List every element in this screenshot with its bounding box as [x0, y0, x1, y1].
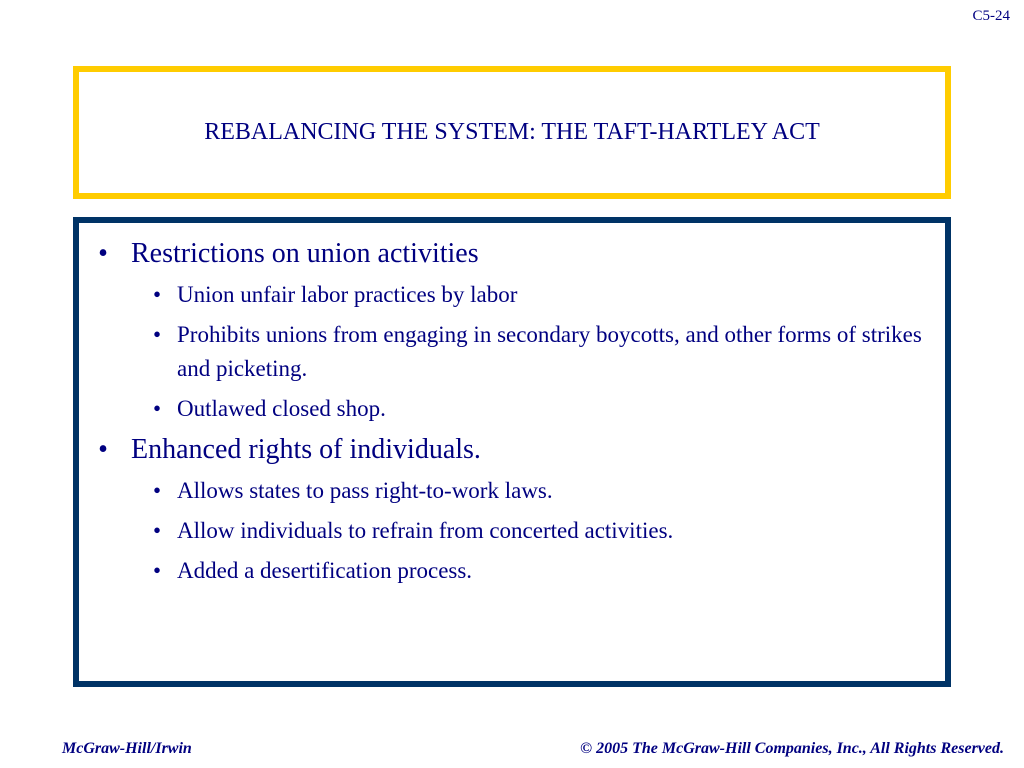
- bullet-icon: •: [152, 322, 162, 347]
- sub-bullet-text: Added a desertification process.: [177, 558, 473, 583]
- sub-bullet-text: Outlawed closed shop.: [177, 396, 386, 421]
- bullet-icon: •: [152, 558, 162, 583]
- footer-copyright: © 2005 The McGraw-Hill Companies, Inc., All Rights Reserved.: [580, 740, 1004, 757]
- bullet-icon: •: [152, 478, 162, 503]
- bullet-icon: •: [152, 282, 162, 307]
- bullet-text: Restrictions on union activities: [131, 238, 479, 269]
- slide-number: C5-24: [972, 8, 1010, 24]
- sub-bullet-text: Allows states to pass right-to-work laws.: [177, 478, 553, 503]
- bullet-item: [93, 237, 925, 426]
- title-box: [73, 66, 951, 199]
- sub-bullet-text: Union unfair labor practices by labor: [177, 282, 518, 307]
- sub-bullet-item: [131, 392, 925, 426]
- sub-bullet-item: [131, 278, 925, 312]
- footer-publisher: McGraw-Hill/Irwin: [62, 740, 192, 757]
- sub-bullet-item: [131, 474, 925, 508]
- slide-title: REBALANCING THE SYSTEM: THE TAFT-HARTLEY ACT: [204, 119, 820, 145]
- bullet-list: [93, 237, 925, 588]
- sub-bullet-text: Allow individuals to refrain from concerted activities.: [177, 518, 674, 543]
- sub-bullet-item: [131, 318, 925, 386]
- bullet-icon: •: [152, 518, 162, 543]
- bullet-icon: •: [98, 238, 108, 269]
- sub-bullet-text: Prohibits unions from engaging in secondary boycotts, and other forms of strikes and picketing.: [177, 322, 922, 381]
- sub-bullet-list: [131, 474, 925, 588]
- bullet-icon: •: [152, 396, 162, 421]
- bullet-item: [93, 433, 925, 588]
- bullet-icon: •: [98, 434, 108, 465]
- sub-bullet-item: [131, 554, 925, 588]
- bullet-text: Enhanced rights of individuals.: [131, 434, 481, 465]
- sub-bullet-item: [131, 514, 925, 548]
- sub-bullet-list: [131, 278, 925, 426]
- content-box: [73, 217, 951, 687]
